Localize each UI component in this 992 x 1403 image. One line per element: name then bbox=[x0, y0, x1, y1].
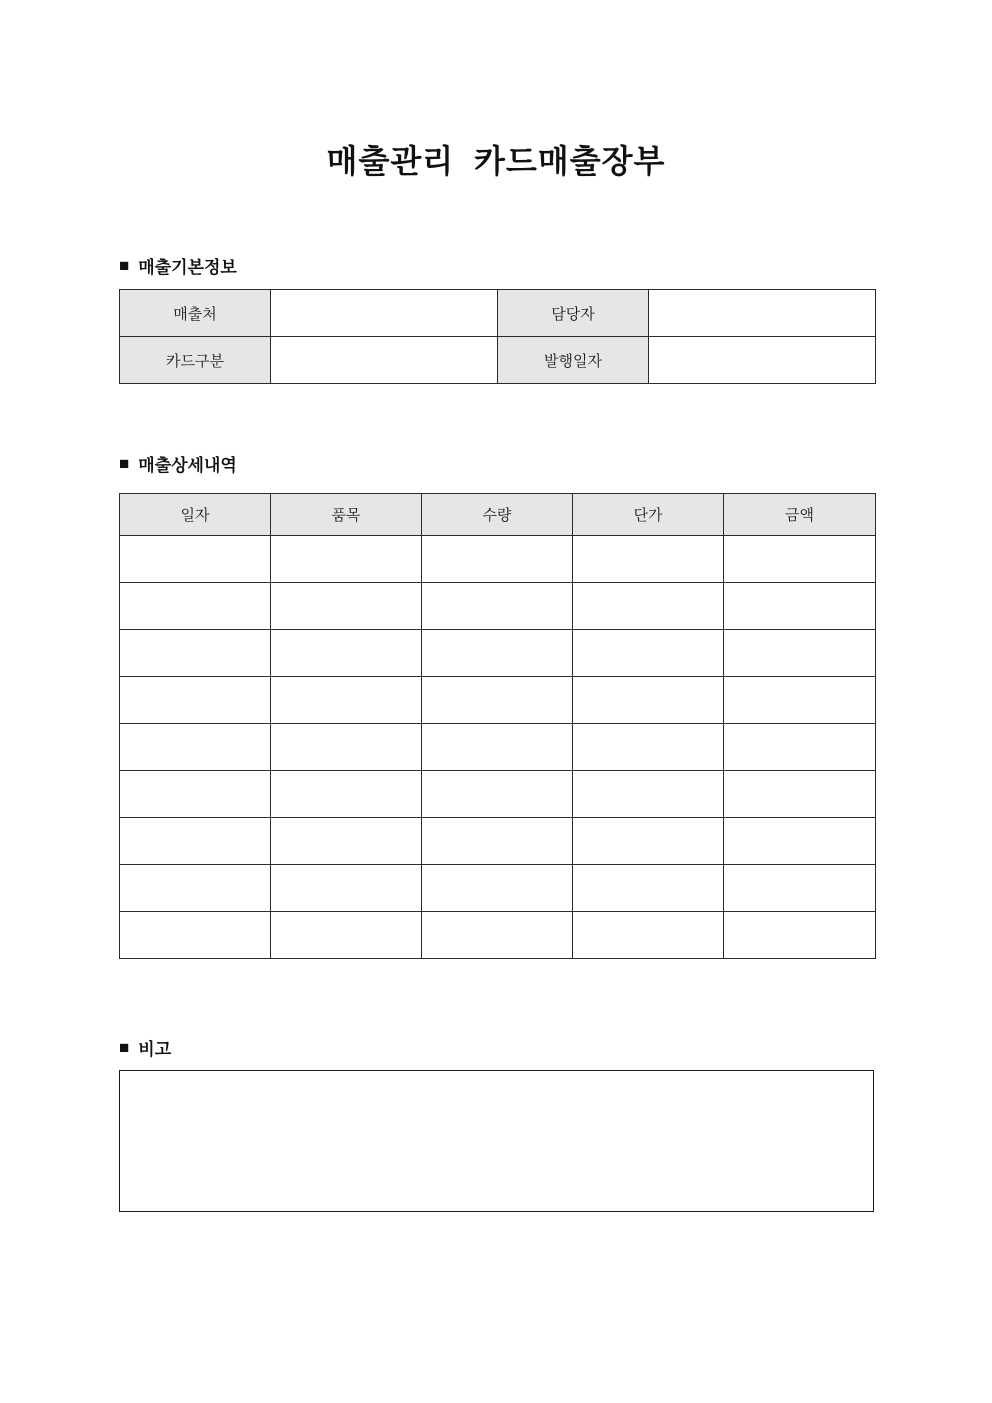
details-cell[interactable] bbox=[724, 583, 876, 630]
basic-info-table bbox=[119, 289, 876, 384]
details-cell[interactable] bbox=[271, 771, 422, 818]
details-cell[interactable] bbox=[422, 865, 573, 912]
details-cell[interactable] bbox=[422, 724, 573, 771]
table-row bbox=[120, 337, 876, 384]
details-cell[interactable] bbox=[724, 724, 876, 771]
details-cell[interactable] bbox=[422, 677, 573, 724]
details-cell[interactable] bbox=[724, 818, 876, 865]
details-cell[interactable] bbox=[573, 583, 724, 630]
column-header-amount: 금액 bbox=[724, 494, 876, 536]
details-header-row bbox=[120, 494, 876, 536]
page-title: 매출관리 카드매출장부 bbox=[326, 143, 666, 179]
details-cell[interactable] bbox=[422, 771, 573, 818]
details-cell[interactable] bbox=[573, 630, 724, 677]
details-cell[interactable] bbox=[120, 630, 271, 677]
details-cell[interactable] bbox=[422, 536, 573, 583]
details-cell[interactable] bbox=[120, 818, 271, 865]
section-heading-label: 매출상세내역 bbox=[138, 456, 237, 475]
details-cell[interactable] bbox=[724, 677, 876, 724]
section-heading-basic-info bbox=[119, 253, 237, 278]
section-heading-label: 매출기본정보 bbox=[138, 258, 237, 277]
details-cell[interactable] bbox=[422, 818, 573, 865]
details-cell[interactable] bbox=[422, 630, 573, 677]
details-cell[interactable] bbox=[271, 630, 422, 677]
details-cell[interactable] bbox=[120, 912, 271, 959]
square-bullet-icon: ■ bbox=[119, 1038, 130, 1057]
details-cell[interactable] bbox=[573, 818, 724, 865]
details-cell[interactable] bbox=[422, 583, 573, 630]
details-cell[interactable] bbox=[724, 536, 876, 583]
details-cell[interactable] bbox=[120, 724, 271, 771]
details-cell[interactable] bbox=[724, 865, 876, 912]
details-table-body bbox=[120, 536, 876, 959]
field-label-manager: 담당자 bbox=[498, 290, 649, 337]
details-cell[interactable] bbox=[573, 912, 724, 959]
details-cell[interactable] bbox=[724, 630, 876, 677]
details-cell[interactable] bbox=[271, 677, 422, 724]
square-bullet-icon: ■ bbox=[119, 454, 130, 473]
details-empty-row bbox=[120, 771, 876, 818]
details-cell[interactable] bbox=[724, 771, 876, 818]
details-cell[interactable] bbox=[271, 583, 422, 630]
details-table bbox=[119, 493, 876, 959]
details-empty-row bbox=[120, 583, 876, 630]
details-cell[interactable] bbox=[573, 771, 724, 818]
details-empty-row bbox=[120, 818, 876, 865]
details-cell[interactable] bbox=[271, 865, 422, 912]
field-label-card-type: 카드구분 bbox=[120, 337, 271, 384]
square-bullet-icon: ■ bbox=[119, 256, 130, 275]
details-empty-row bbox=[120, 536, 876, 583]
details-cell[interactable] bbox=[724, 912, 876, 959]
section-heading-label: 비고 bbox=[138, 1040, 172, 1059]
details-empty-row bbox=[120, 677, 876, 724]
column-header-date: 일자 bbox=[120, 494, 271, 536]
column-header-item: 품목 bbox=[271, 494, 422, 536]
details-cell[interactable] bbox=[120, 536, 271, 583]
table-row bbox=[120, 290, 876, 337]
field-value-card-type[interactable] bbox=[271, 337, 498, 384]
section-heading-remarks bbox=[119, 1035, 171, 1060]
details-empty-row bbox=[120, 912, 876, 959]
details-cell[interactable] bbox=[573, 677, 724, 724]
details-cell[interactable] bbox=[120, 865, 271, 912]
column-header-quantity: 수량 bbox=[422, 494, 573, 536]
details-cell[interactable] bbox=[271, 536, 422, 583]
details-empty-row bbox=[120, 724, 876, 771]
field-label-seller: 매출처 bbox=[120, 290, 271, 337]
details-cell[interactable] bbox=[422, 912, 573, 959]
details-cell[interactable] bbox=[573, 865, 724, 912]
details-empty-row bbox=[120, 865, 876, 912]
field-value-seller[interactable] bbox=[271, 290, 498, 337]
details-cell[interactable] bbox=[573, 536, 724, 583]
field-label-issue-date: 발행일자 bbox=[498, 337, 649, 384]
details-cell[interactable] bbox=[271, 818, 422, 865]
column-header-unitprice: 단가 bbox=[573, 494, 724, 536]
details-empty-row bbox=[120, 630, 876, 677]
details-cell[interactable] bbox=[271, 724, 422, 771]
details-cell[interactable] bbox=[120, 677, 271, 724]
section-heading-details bbox=[119, 451, 237, 476]
field-value-issue-date[interactable] bbox=[649, 337, 876, 384]
field-value-manager[interactable] bbox=[649, 290, 876, 337]
details-cell[interactable] bbox=[573, 724, 724, 771]
remarks-input-area[interactable] bbox=[119, 1070, 874, 1212]
details-cell[interactable] bbox=[271, 912, 422, 959]
details-cell[interactable] bbox=[120, 583, 271, 630]
details-cell[interactable] bbox=[120, 771, 271, 818]
